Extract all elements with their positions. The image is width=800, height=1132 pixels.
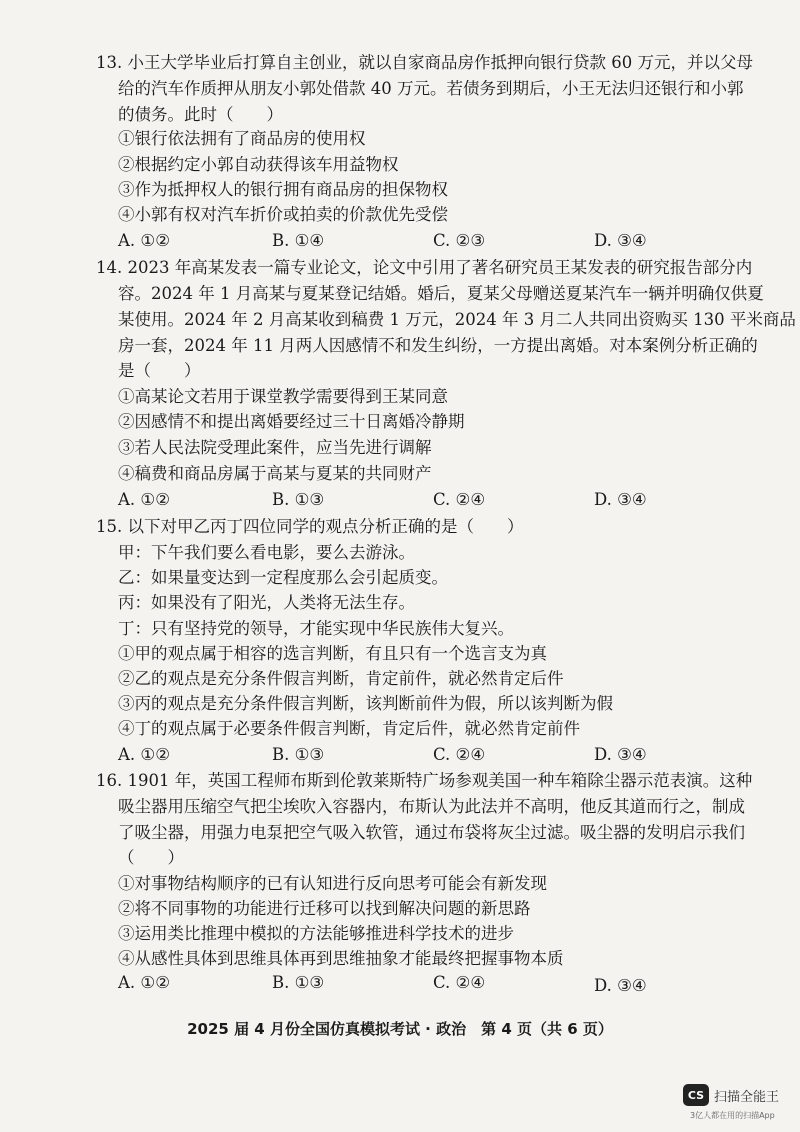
camscanner-icon: CS — [683, 1084, 709, 1106]
q16-option-d: D. ③④ — [594, 976, 647, 995]
q13-line: 给的汽车作质押从朋友小郭处借款 40 万元。若债务到期后，小王无法归还银行和小郭 — [118, 79, 744, 98]
q14-line: ④稿费和商品房属于高某与夏某的共同财产 — [118, 464, 432, 483]
q15-line: 丁：只有坚持党的领导，才能实现中华民族伟大复兴。 — [118, 619, 514, 638]
q16-line: 了吸尘器，用强力电泵把空气吸入软管，通过布袋将灰尘过滤。吸尘器的发明启示我们 — [118, 823, 745, 842]
q16-line: ③运用类比推理中模拟的方法能够推进科学技术的进步 — [118, 924, 514, 943]
q14-line: ①高某论文若用于课堂教学需要得到王某同意 — [118, 387, 448, 406]
q16-line: 吸尘器用压缩空气把尘埃吹入容器内，布斯认为此法并不高明，他反其道而行之，制成 — [118, 797, 745, 816]
q15-line: ②乙的观点是充分条件假言判断，肯定前件，就必然肯定后件 — [118, 669, 564, 688]
q13-line: ④小郭有权对汽车折价或拍卖的价款优先受偿 — [118, 205, 448, 224]
q14-line: 容。2024 年 1 月高某与夏某登记结婚。婚后，夏某父母赠送夏某汽车一辆并明确仅供夏 — [118, 284, 764, 303]
q15-line: ①甲的观点属于相容的选言判断，有且只有一个选言支为真 — [118, 644, 547, 663]
q14-line: ②因感情不和提出离婚要经过三十日离婚冷静期 — [118, 412, 465, 431]
q13-line: ①银行依法拥有了商品房的使用权 — [118, 129, 366, 148]
q16-line: 16. 1901 年，英国工程师布斯到伦敦莱斯特广场参观美国一种车箱除尘器示范表演。这种 — [96, 771, 753, 790]
q14-line: 某使用。2024 年 2 月高某收到稿费 1 万元，2024 年 3 月二人共同出资购买 130 平米商品 — [118, 310, 796, 329]
scanner-app-name: 扫描全能王 — [714, 1089, 780, 1105]
q16-line: （ ） — [118, 848, 184, 867]
q14-option-b: B. ①③ — [272, 490, 325, 509]
q15-option-c: C. ②④ — [433, 745, 486, 764]
q14-line: ③若人民法院受理此案件，应当先进行调解 — [118, 438, 432, 457]
q16-option-c: C. ②④ — [433, 973, 486, 992]
q14-option-d: D. ③④ — [594, 490, 647, 509]
q14-line: 是（ ） — [118, 361, 201, 380]
q16-line: ④从感性具体到思维具体再到思维抽象才能最终把握事物本质 — [118, 949, 564, 968]
q15-line: 甲：下午我们要么看电影，要么去游泳。 — [118, 543, 415, 562]
q16-option-a: A. ①② — [118, 973, 170, 992]
q15-option-b: B. ①③ — [272, 745, 325, 764]
q14-line: 房一套，2024 年 11 月两人因感情不和发生纠纷，一方提出离婚。对本案例分析正确的 — [118, 336, 758, 355]
q13-option-b: B. ①④ — [272, 231, 325, 250]
q13-line: 的债务。此时（ ） — [118, 105, 283, 124]
q16-option-b: B. ①③ — [272, 973, 325, 992]
q13-option-a: A. ①② — [118, 231, 170, 250]
q15-option-d: D. ③④ — [594, 745, 647, 764]
q15-line: ③丙的观点是充分条件假言判断，该判断前件为假，所以该判断为假 — [118, 694, 613, 713]
q14-line: 14. 2023 年高某发表一篇专业论文，论文中引用了著名研究员王某发表的研究报告部分内 — [96, 258, 753, 277]
q13-line: 13. 小王大学毕业后打算自主创业，就以自家商品房作抵押向银行贷款 60 万元，并以父母 — [96, 53, 753, 72]
q15-line: 乙：如果量变达到一定程度那么会引起质变。 — [118, 568, 448, 587]
page-footer: 2025 届 4 月份全国仿真模拟考试 · 政治 第 4 页（共 6 页） — [187, 1020, 613, 1038]
q13-line: ②根据约定小郭自动获得该车用益物权 — [118, 155, 399, 174]
q15-line: 15. 以下对甲乙丙丁四位同学的观点分析正确的是（ ） — [96, 517, 524, 536]
q14-option-c: C. ②④ — [433, 490, 486, 509]
q15-line: 丙：如果没有了阳光，人类将无法生存。 — [118, 593, 415, 612]
q15-line: ④丁的观点属于必要条件假言判断，肯定后件，就必然肯定前件 — [118, 719, 580, 738]
scanner-watermark — [683, 1084, 779, 1106]
q13-line: ③作为抵押权人的银行拥有商品房的担保物权 — [118, 180, 448, 199]
q15-option-a: A. ①② — [118, 745, 170, 764]
scanner-tagline: 3亿人都在用的扫描App — [690, 1111, 775, 1120]
q13-option-d: D. ③④ — [594, 231, 647, 250]
q16-line: ①对事物结构顺序的已有认知进行反向思考可能会有新发现 — [118, 874, 547, 893]
q14-option-a: A. ①② — [118, 490, 170, 509]
q16-line: ②将不同事物的功能进行迁移可以找到解决问题的新思路 — [118, 899, 531, 918]
q13-option-c: C. ②③ — [433, 231, 486, 250]
